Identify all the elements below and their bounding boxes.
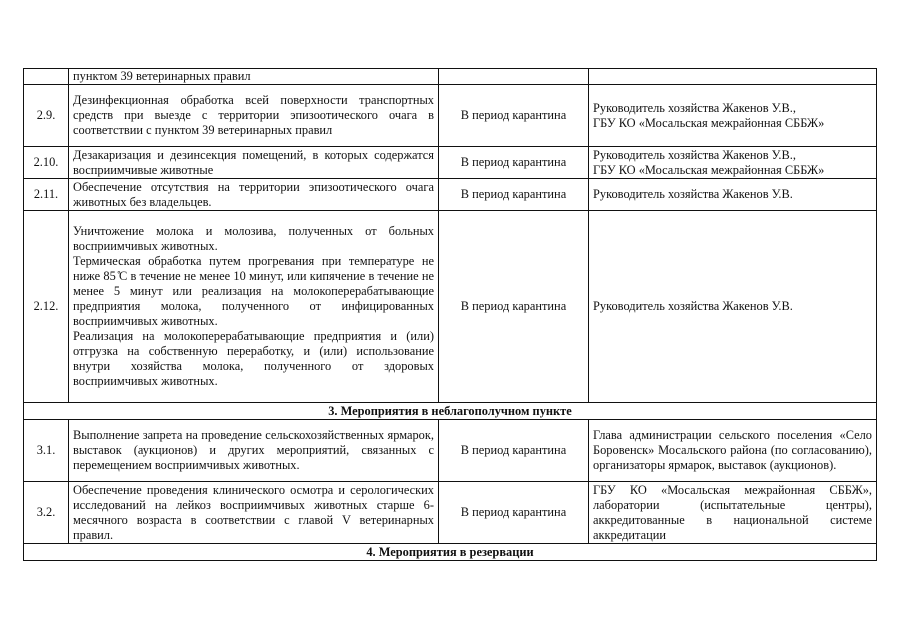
row-period: В период карантина bbox=[439, 147, 589, 179]
row-period: В период карантина bbox=[439, 482, 589, 544]
row-number: 2.11. bbox=[24, 179, 69, 211]
section-row bbox=[24, 544, 877, 561]
row-description: Дезинфекционная обработка всей поверхности транспортных средств при выезде с территории эпизоотического очага в соответствии с пунктом 39 ветеринарных правил bbox=[69, 85, 439, 147]
row-period: В период карантина bbox=[439, 85, 589, 147]
table-row bbox=[24, 211, 877, 403]
row-number: 2.12. bbox=[24, 211, 69, 403]
row-number bbox=[24, 69, 69, 85]
responsible-line: ГБУ КО «Мосальская межрайонная СББЖ» bbox=[593, 162, 825, 177]
table-row bbox=[24, 179, 877, 211]
row-description: Обеспечение отсутствия на территории эпизоотического очага животных без владельцев. bbox=[69, 179, 439, 211]
row-period bbox=[439, 69, 589, 85]
row-responsible: Руководитель хозяйства Жакенов У.В. bbox=[589, 211, 877, 403]
responsible-line: Руководитель хозяйства Жакенов У.В., bbox=[593, 147, 796, 162]
row-number: 2.10. bbox=[24, 147, 69, 179]
section-heading: 3. Мероприятия в неблагополучном пункте bbox=[24, 403, 877, 420]
measures-table bbox=[23, 68, 877, 561]
row-responsible: Руководитель хозяйства Жакенов У.В. bbox=[589, 179, 877, 211]
table-row bbox=[24, 69, 877, 85]
responsible-line: Руководитель хозяйства Жакенов У.В., bbox=[593, 100, 796, 115]
table-row bbox=[24, 85, 877, 147]
table-row bbox=[24, 147, 877, 179]
row-responsible bbox=[589, 69, 877, 85]
description-paragraph: Уничтожение молока и молозива, полученных от больных восприимчивых животных. bbox=[73, 224, 434, 253]
responsible-line: ГБУ КО «Мосальская межрайонная СББЖ» bbox=[593, 115, 825, 130]
description-paragraph: Реализация на молокоперерабатывающие предприятия и (или) отгрузка на собственную переработку, и (или) использование внутри хозяйства молока, полученного от здоровых восприимчивых животных. bbox=[73, 329, 434, 388]
row-responsible bbox=[589, 85, 877, 147]
row-description: пунктом 39 ветеринарных правил bbox=[69, 69, 439, 85]
row-responsible bbox=[589, 147, 877, 179]
row-description: Дезакаризация и дезинсекция помещений, в которых содержатся восприимчивые животные bbox=[69, 147, 439, 179]
row-number: 3.1. bbox=[24, 420, 69, 482]
description-paragraph: Термическая обработка путем прогревания при температуре не ниже 85 ̊С в течение не менее 10 минут, или кипячение в течение не менее 5 минут или реализация на молокоперерабатывающие предприятия молока, полученного от инфицированных восприимчивых животных. bbox=[73, 254, 434, 328]
table-row bbox=[24, 420, 877, 482]
row-number: 2.9. bbox=[24, 85, 69, 147]
row-period: В период карантина bbox=[439, 211, 589, 403]
row-responsible: Глава администрации сельского поселения «Село Боровенск» Мосальского района (по согласованию), организаторы ярмарок, выставок (аукционов). bbox=[589, 420, 877, 482]
row-number: 3.2. bbox=[24, 482, 69, 544]
section-heading: 4. Мероприятия в резервации bbox=[24, 544, 877, 561]
row-responsible: ГБУ КО «Мосальская межрайонная СББЖ», лаборатории (испытательные центры), аккредитованные в национальной системе аккредитации bbox=[589, 482, 877, 544]
row-description: Выполнение запрета на проведение сельскохозяйственных ярмарок, выставок (аукционов) и других мероприятий, связанных с перемещением восприимчивых животных. bbox=[69, 420, 439, 482]
section-row bbox=[24, 403, 877, 420]
table-row bbox=[24, 482, 877, 544]
row-description: Обеспечение проведения клинического осмотра и серологических исследований на лейкоз восприимчивых животных старше 6-месячного возраста в соответствии с главой V ветеринарных правил. bbox=[69, 482, 439, 544]
row-description bbox=[69, 211, 439, 403]
row-period: В период карантина bbox=[439, 179, 589, 211]
row-period: В период карантина bbox=[439, 420, 589, 482]
